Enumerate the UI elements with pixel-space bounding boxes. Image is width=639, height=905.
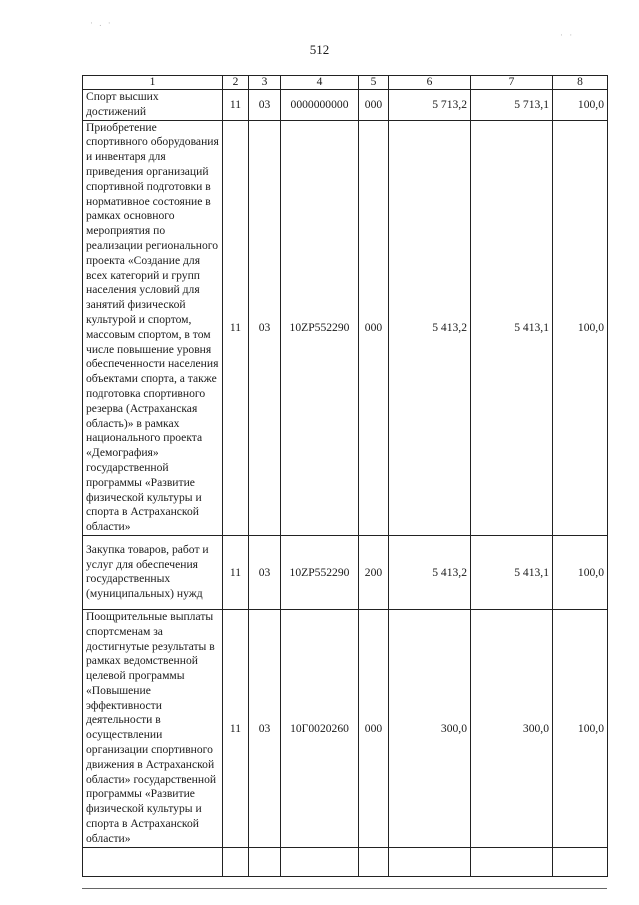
budget-table xyxy=(82,75,608,877)
row-planned: 5 413,2 xyxy=(389,120,471,535)
row-subsection: 03 xyxy=(249,90,281,121)
header-col-6: 6 xyxy=(389,76,471,90)
row-target-code: 10Г0020260 xyxy=(281,609,359,847)
header-col-3: 3 xyxy=(249,76,281,90)
row-percent: 100,0 xyxy=(553,535,608,609)
table-row xyxy=(83,90,608,121)
blank-cell xyxy=(83,847,223,876)
row-name: Поощрительные выплаты спортсменам за достигнутые результаты в рамках ведомственной целевой программы «Повышение эффективности деятельности в осуществлении организации спортивного движения в Астраханской области» государственной программы «Развитие физической культуры и спорта в Астраханской области» xyxy=(83,609,223,847)
row-subsection: 03 xyxy=(249,120,281,535)
header-col-2: 2 xyxy=(223,76,249,90)
row-section: 11 xyxy=(223,120,249,535)
row-expense-type: 000 xyxy=(359,90,389,121)
table-row-blank xyxy=(83,847,608,876)
blank-cell xyxy=(281,847,359,876)
row-subsection: 03 xyxy=(249,535,281,609)
row-expense-type: 000 xyxy=(359,609,389,847)
row-name: Приобретение спортивного оборудования и инвентаря для приведения организаций спортивной подготовки в нормативное состояние в рамках основного мероприятия по реализации регионального проекта «Создание для всех категорий и групп населения условий для занятий физической культурой и спортом, массовым спортом, в том числе повышение уровня обеспеченности населения объектами спорта, а также подготовка спортивного резерва (Астраханская область)» в рамках национального проекта «Демография» государственной программы «Развитие физической культуры и спорта в Астраханской области» xyxy=(83,120,223,535)
row-section: 11 xyxy=(223,90,249,121)
header-row xyxy=(83,76,608,90)
row-executed: 5 413,1 xyxy=(471,535,553,609)
scan-noise-top-right: · · xyxy=(560,30,575,40)
row-executed: 5 713,1 xyxy=(471,90,553,121)
table-row xyxy=(83,535,608,609)
row-subsection: 03 xyxy=(249,609,281,847)
blank-cell xyxy=(389,847,471,876)
table-row xyxy=(83,609,608,847)
scan-noise-top-left: · . · xyxy=(90,18,113,28)
header-col-7: 7 xyxy=(471,76,553,90)
blank-cell xyxy=(471,847,553,876)
header-col-5: 5 xyxy=(359,76,389,90)
row-executed: 300,0 xyxy=(471,609,553,847)
row-name: Закупка товаров, работ и услуг для обеспечения государственных (муниципальных) нужд xyxy=(83,535,223,609)
row-percent: 100,0 xyxy=(553,609,608,847)
blank-cell xyxy=(553,847,608,876)
row-percent: 100,0 xyxy=(553,90,608,121)
table-row xyxy=(83,120,608,535)
row-target-code: 10ZP552290 xyxy=(281,535,359,609)
row-section: 11 xyxy=(223,609,249,847)
row-target-code: 10ZP552290 xyxy=(281,120,359,535)
header-col-8: 8 xyxy=(553,76,608,90)
page-number: 512 xyxy=(309,42,330,57)
row-expense-type: 200 xyxy=(359,535,389,609)
header-col-4: 4 xyxy=(281,76,359,90)
row-target-code: 0000000000 xyxy=(281,90,359,121)
blank-cell xyxy=(223,847,249,876)
row-planned: 5 413,2 xyxy=(389,535,471,609)
row-name: Спорт высших достижений xyxy=(83,90,223,121)
page-bottom-line xyxy=(82,888,607,889)
row-percent: 100,0 xyxy=(553,120,608,535)
row-section: 11 xyxy=(223,535,249,609)
blank-cell xyxy=(359,847,389,876)
header-col-1: 1 xyxy=(83,76,223,90)
row-executed: 5 413,1 xyxy=(471,120,553,535)
row-expense-type: 000 xyxy=(359,120,389,535)
row-planned: 300,0 xyxy=(389,609,471,847)
blank-cell xyxy=(249,847,281,876)
row-planned: 5 713,2 xyxy=(389,90,471,121)
